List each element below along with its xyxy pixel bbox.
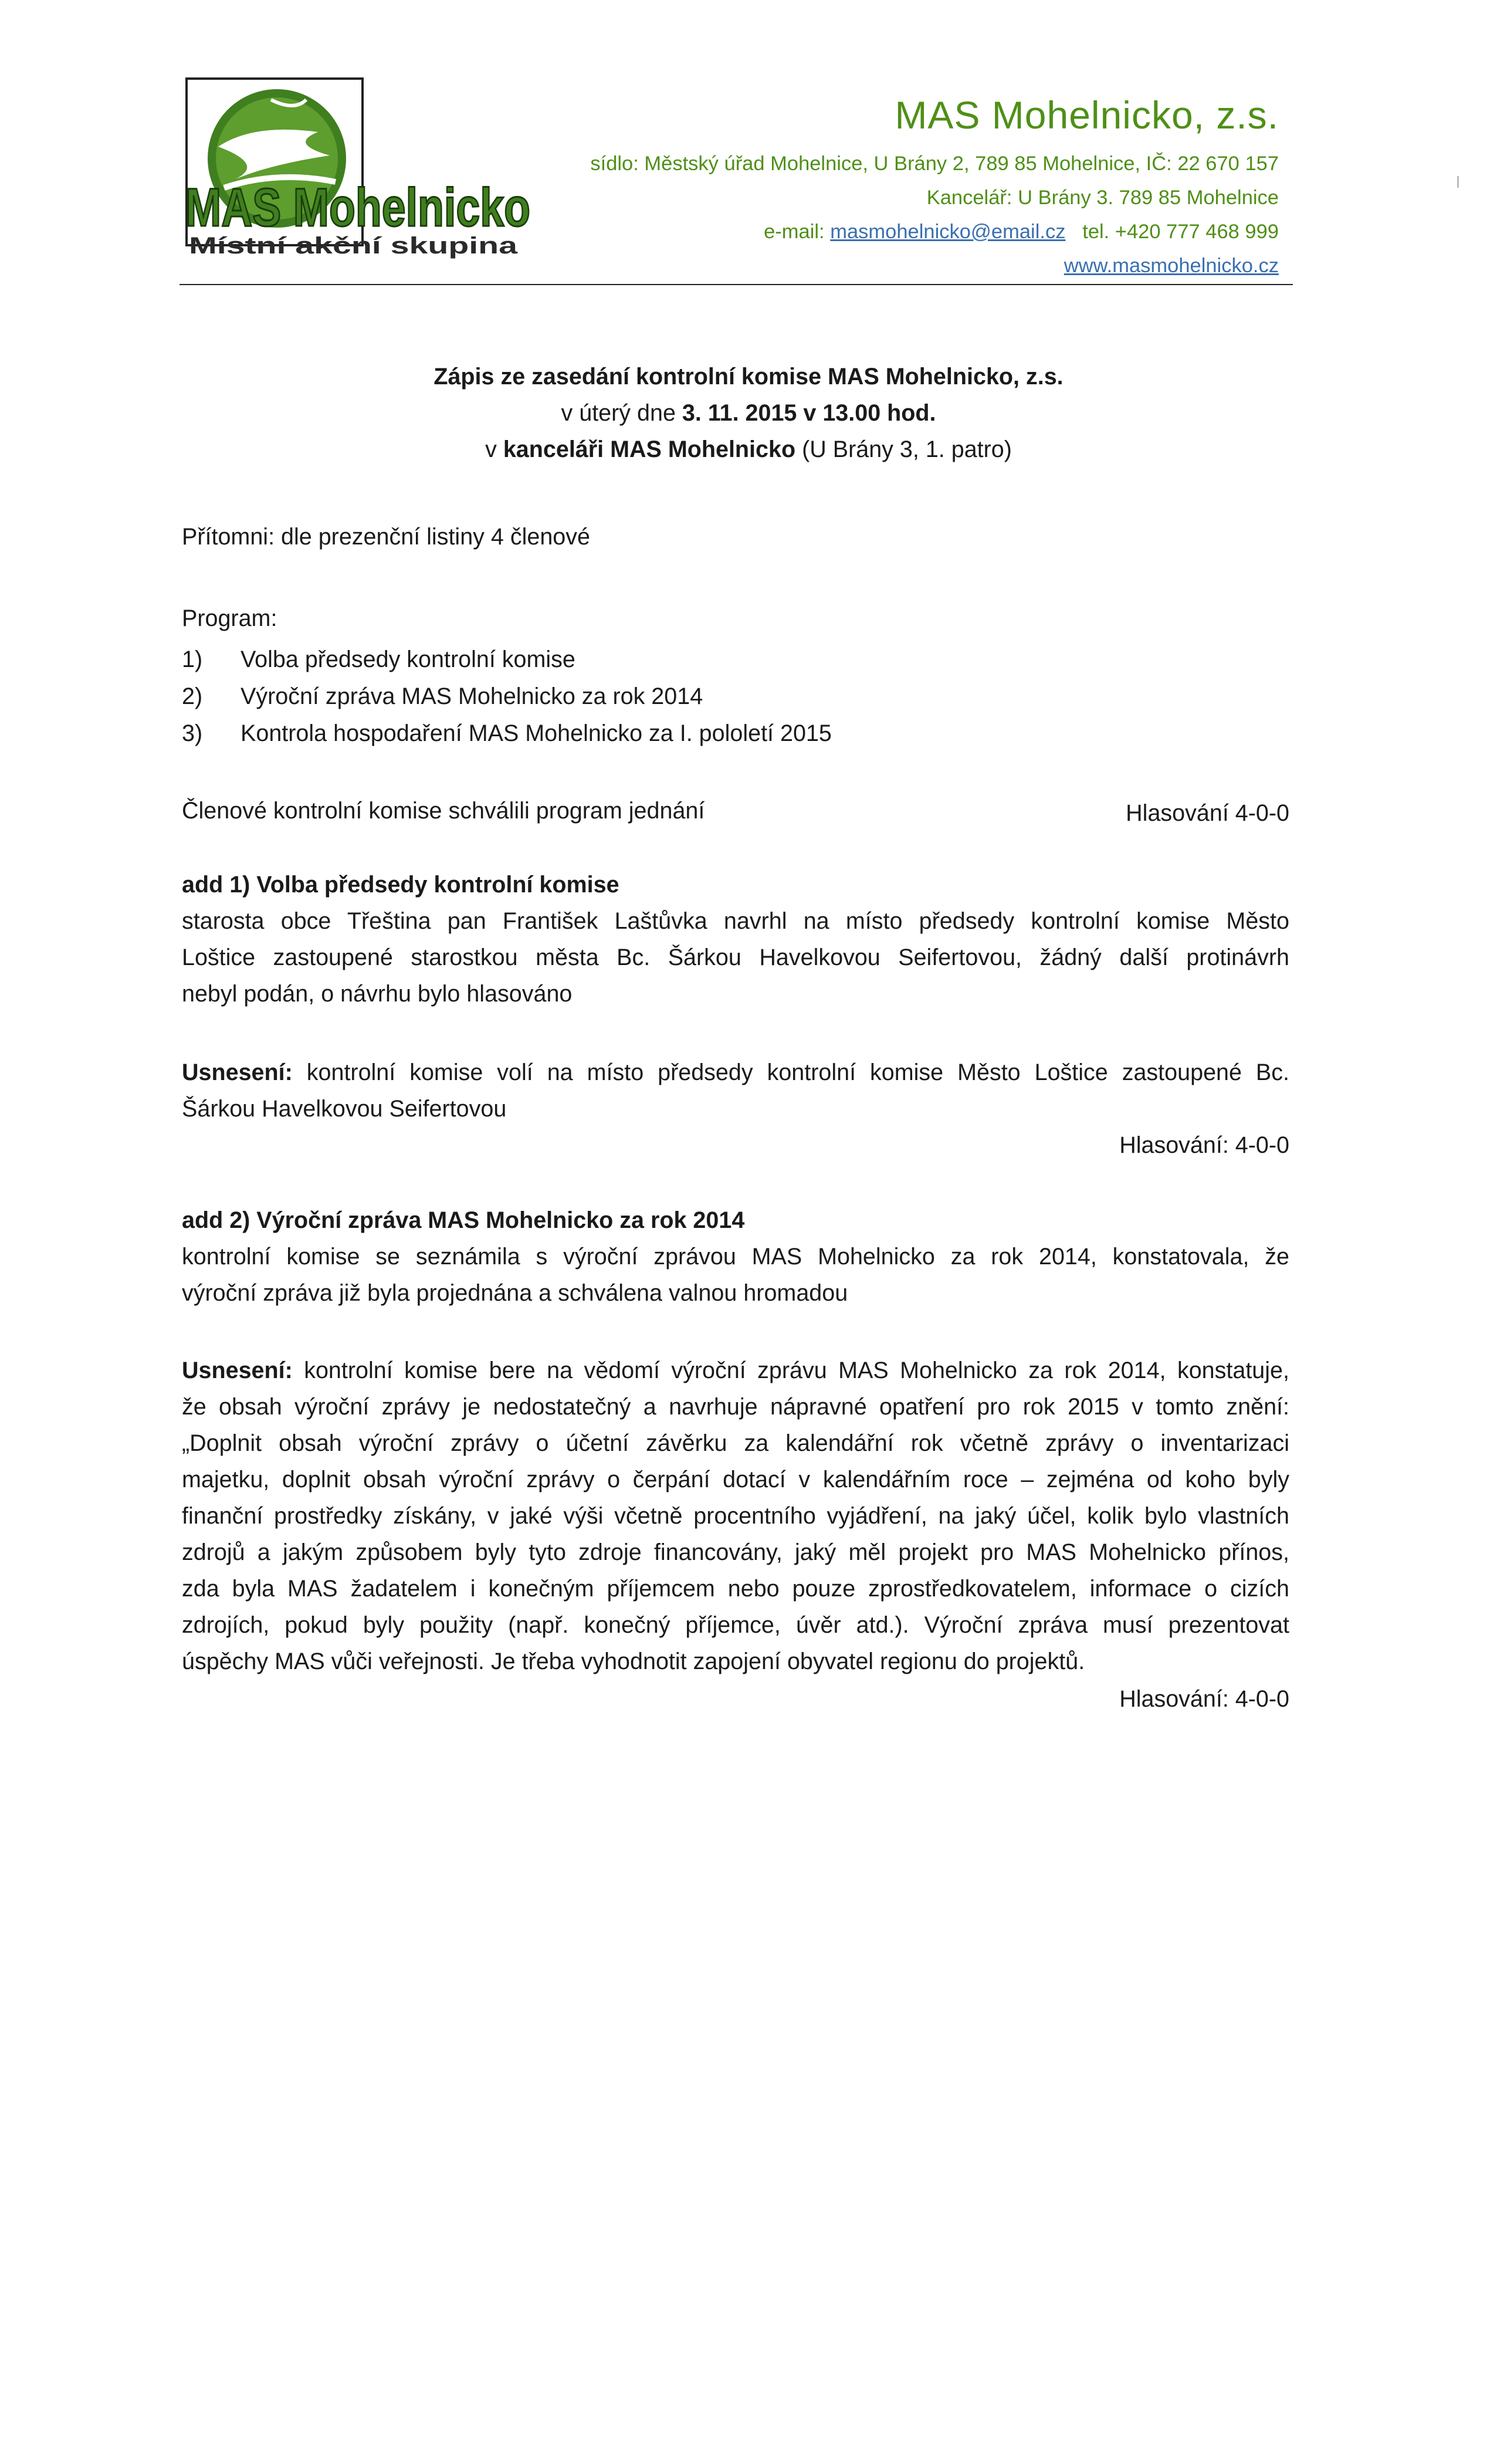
resolution-text: kontrolní komise volí na místo předsedy kontrolní komise Město Loštice zastoupené Bc. [292, 1060, 1289, 1085]
header-divider [179, 284, 1293, 285]
item1-line: Loštice zastoupené starostkou města Bc. Šárkou Havelkovou Seifertovou, žádný další protinávrh [182, 945, 1289, 970]
program-item-number: 1) [182, 647, 203, 672]
email-link[interactable]: masmohelnicko@email.cz [830, 221, 1066, 243]
item2-resolution-line: zda byla MAS žadatelem i konečným příjemcem nebo pouze zprostředkovatelem, informace o cizích [182, 1576, 1289, 1602]
item1-heading: add 1) Volba předsedy kontrolní komise [182, 872, 619, 898]
item2-resolution-line: zdrojů a jakým způsobem byly tyto zdroje financovány, jaký měl projekt pro MAS Mohelnicko přínos, [182, 1539, 1289, 1565]
item2-resolution [182, 1353, 1289, 1388]
item1-resolution-line: Šárkou Havelkovou Seifertovou [182, 1096, 507, 1122]
item1-line: nebyl podán, o návrhu bylo hlasováno [182, 981, 573, 1007]
approval-text: Členové kontrolní komise schválili program jednání [182, 798, 705, 824]
resolution-label: Usnesení: [182, 1060, 293, 1085]
approval-vote: Hlasování 4-0-0 [1126, 800, 1289, 826]
web-link[interactable]: www.masmohelnicko.cz [1064, 255, 1279, 277]
address-line: sídlo: Městský úřad Mohelnice, U Brány 2, 789 85 Mohelnice, IČ: 22 670 157 [590, 153, 1279, 175]
logo-wordmark: MAS Mohelnicko [185, 178, 530, 238]
item1-line: starosta obce Třeština pan František Laštůvka navrhl na místo předsedy kontrolní komise Město [182, 908, 1289, 934]
program-item [182, 642, 575, 677]
item2-resolution-line: majetku, doplnit obsah výroční zprávy o čerpání dotací v kalendářním roce – zejména od koho byly [182, 1467, 1289, 1492]
org-name: MAS Mohelnicko, z.s. [895, 93, 1279, 137]
program-item-number: 3) [182, 720, 203, 746]
date-prefix: v úterý dne [561, 400, 682, 426]
item2-resolution-line: „Doplnit obsah výroční zprávy o účetní závěrku za kalendářní rok včetně zprávy o inventarizaci [182, 1430, 1289, 1456]
logo-subtext: Místní akční skupina [189, 233, 519, 259]
item2-resolution-line: finanční prostředky získány, v jaké výši včetně procentního vyjádření, na jaký účel, kolik bylo vlastních [182, 1503, 1289, 1529]
item1-resolution [182, 1055, 1289, 1090]
program-item-text: Volba předsedy kontrolní komise [241, 647, 575, 672]
item2-vote: Hlasování: 4-0-0 [1119, 1686, 1289, 1712]
mas-mohelnicko-logo [183, 76, 533, 258]
place-prefix: v [485, 436, 503, 462]
document-title: Zápis ze zasedání kontrolní komise MAS Mohelnicko, z.s. [433, 364, 1064, 390]
meeting-date [0, 395, 1497, 431]
program-label: Program: [182, 605, 277, 631]
phone: tel. +420 777 468 999 [1082, 221, 1279, 243]
item2-line: kontrolní komise se seznámila s výroční zprávou MAS Mohelnicko za rok 2014, konstatovala, že [182, 1244, 1289, 1270]
program-item-text: Výroční zpráva MAS Mohelnicko za rok 2014 [241, 683, 703, 709]
place-bold: kanceláři MAS Mohelnicko [503, 436, 796, 462]
item1-vote: Hlasování: 4-0-0 [1119, 1132, 1289, 1158]
date-value: 3. 11. 2015 v 13.00 hod. [682, 400, 936, 426]
email-label: e-mail: [764, 221, 825, 243]
item2-resolution-line: zdrojích, pokud byly použity (např. konečný příjemce, úvěr atd.). Výroční zpráva musí prezentovat [182, 1612, 1289, 1638]
resolution-text: kontrolní komise bere na vědomí výroční zprávu MAS Mohelnicko za rok 2014, konstatuje, [292, 1358, 1289, 1383]
program-item [182, 716, 832, 751]
web-line [1064, 255, 1279, 277]
attendance: Přítomni: dle prezenční listiny 4 členové [182, 524, 590, 550]
item2-heading: add 2) Výroční zpráva MAS Mohelnicko za rok 2014 [182, 1207, 745, 1233]
contact-line [764, 221, 1279, 243]
office-line: Kancelář: U Brány 3. 789 85 Mohelnice [926, 187, 1279, 209]
item2-line: výroční zpráva již byla projednána a schválena valnou hromadou [182, 1280, 848, 1306]
meeting-place [0, 432, 1497, 467]
item2-resolution-line: úspěchy MAS vůči veřejnosti. Je třeba vyhodnotit zapojení obyvatel regionu do projektů. [182, 1649, 1085, 1674]
resolution-label: Usnesení: [182, 1358, 293, 1383]
program-item-text: Kontrola hospodaření MAS Mohelnicko za I. pololetí 2015 [241, 720, 832, 746]
item2-resolution-line: že obsah výroční zprávy je nedostatečný a navrhuje nápravné opatření pro rok 2015 v tomto znění: [182, 1394, 1289, 1420]
place-suffix: (U Brány 3, 1. patro) [795, 436, 1012, 462]
scan-mark [1457, 176, 1459, 188]
program-item-number: 2) [182, 683, 203, 709]
program-item [182, 679, 703, 714]
